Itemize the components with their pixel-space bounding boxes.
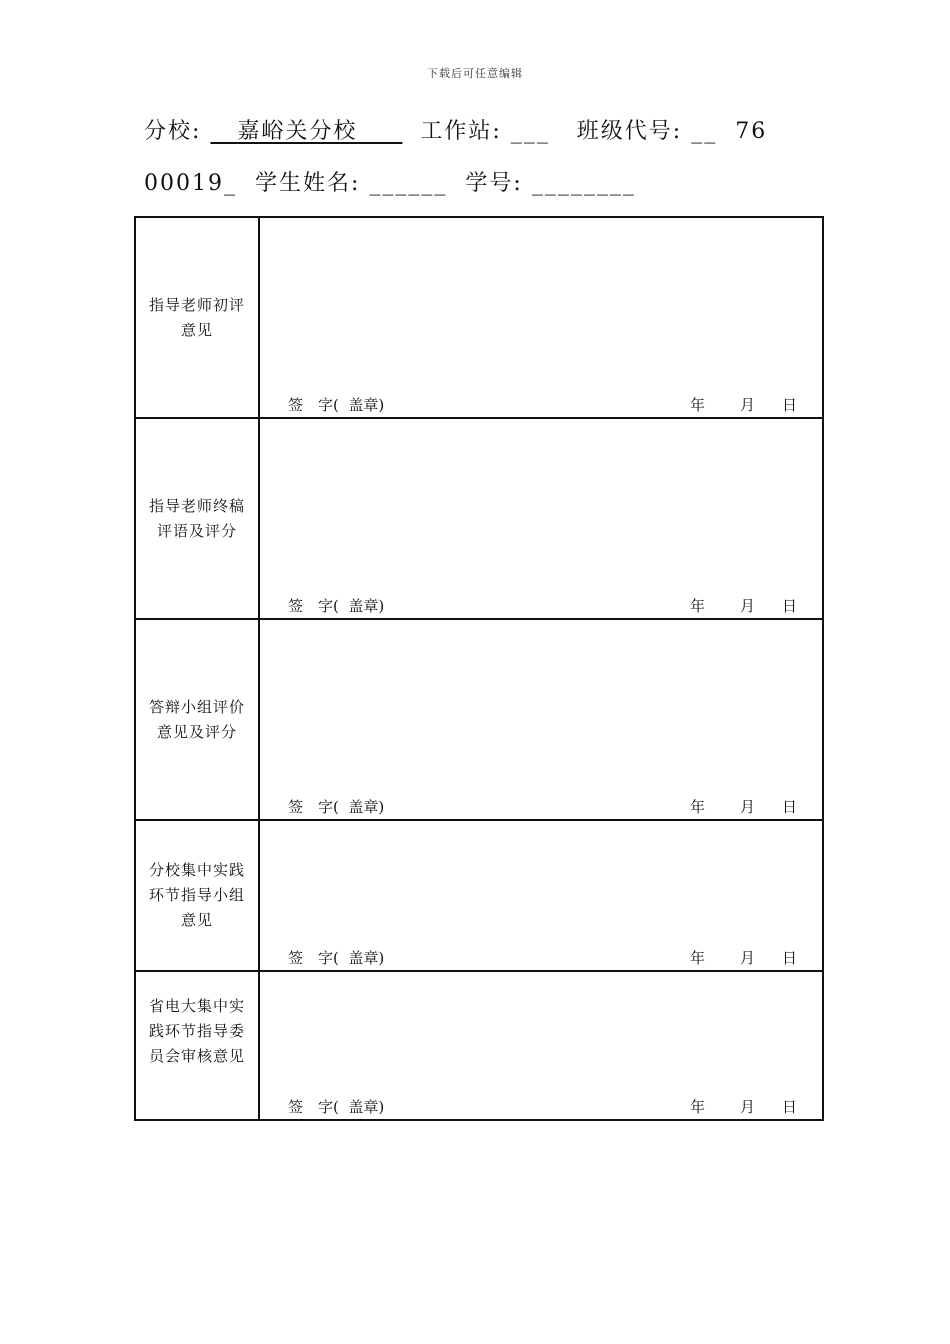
workstation-label: 工作站:	[420, 119, 502, 144]
student-name-label: 学生姓名:	[255, 171, 361, 196]
class-code-label: 班级代号:	[576, 119, 683, 144]
row-label: 指导老师终稿评语及评分	[148, 496, 245, 540]
month-label: 月	[740, 798, 756, 816]
year-label: 年	[690, 949, 706, 967]
row-label: 分校集中实践环节指导小组意见	[148, 861, 245, 929]
class-code-prefix[interactable]: __	[691, 119, 718, 144]
review-row-defense	[136, 620, 822, 821]
review-row-initial	[136, 218, 822, 419]
signature-label: 签 字( 盖章)	[288, 597, 385, 615]
day-label: 日	[782, 1098, 798, 1116]
label-cell	[136, 620, 260, 819]
signature-label: 签 字( 盖章)	[288, 1098, 385, 1116]
review-row-branch-group	[136, 821, 822, 972]
day-label: 日	[782, 949, 798, 967]
branch-label: 分校:	[144, 119, 202, 144]
year-label: 年	[690, 1098, 706, 1116]
label-cell	[136, 972, 260, 1119]
info-line-1	[144, 114, 767, 145]
day-label: 日	[782, 798, 798, 816]
month-label: 月	[740, 1098, 756, 1116]
branch-value: 嘉峪关分校	[237, 119, 358, 144]
label-cell	[136, 419, 260, 618]
year-label: 年	[690, 597, 706, 615]
review-table	[134, 216, 824, 1121]
student-name-field[interactable]: ______	[369, 171, 448, 196]
review-row-final	[136, 419, 822, 620]
page-header: 下载后可任意编辑	[427, 67, 523, 80]
day-label: 日	[782, 597, 798, 615]
workstation-field[interactable]: ___	[510, 119, 550, 144]
year-label: 年	[690, 396, 706, 414]
month-label: 月	[740, 396, 756, 414]
class-code-part2: 00019_	[144, 171, 237, 196]
row-label: 答辩小组评价意见及评分	[148, 697, 245, 741]
month-label: 月	[740, 949, 756, 967]
signature-label: 签 字( 盖章)	[288, 949, 385, 967]
day-label: 日	[782, 396, 798, 414]
month-label: 月	[740, 597, 756, 615]
review-row-provincial-committee	[136, 972, 822, 1119]
signature-label: 签 字( 盖章)	[288, 396, 385, 414]
student-id-label: 学号:	[465, 171, 523, 196]
branch-field[interactable]	[210, 119, 402, 144]
signature-label: 签 字( 盖章)	[288, 798, 385, 816]
year-label: 年	[690, 798, 706, 816]
label-cell	[136, 218, 260, 417]
row-label: 指导老师初评意见	[148, 295, 245, 339]
row-label: 省电大集中实践环节指导委员会审核意见	[148, 997, 245, 1065]
label-cell	[136, 821, 260, 970]
info-line-2	[144, 166, 636, 197]
class-code-part1: 76	[735, 119, 768, 144]
student-id-field[interactable]: ________	[531, 171, 636, 196]
